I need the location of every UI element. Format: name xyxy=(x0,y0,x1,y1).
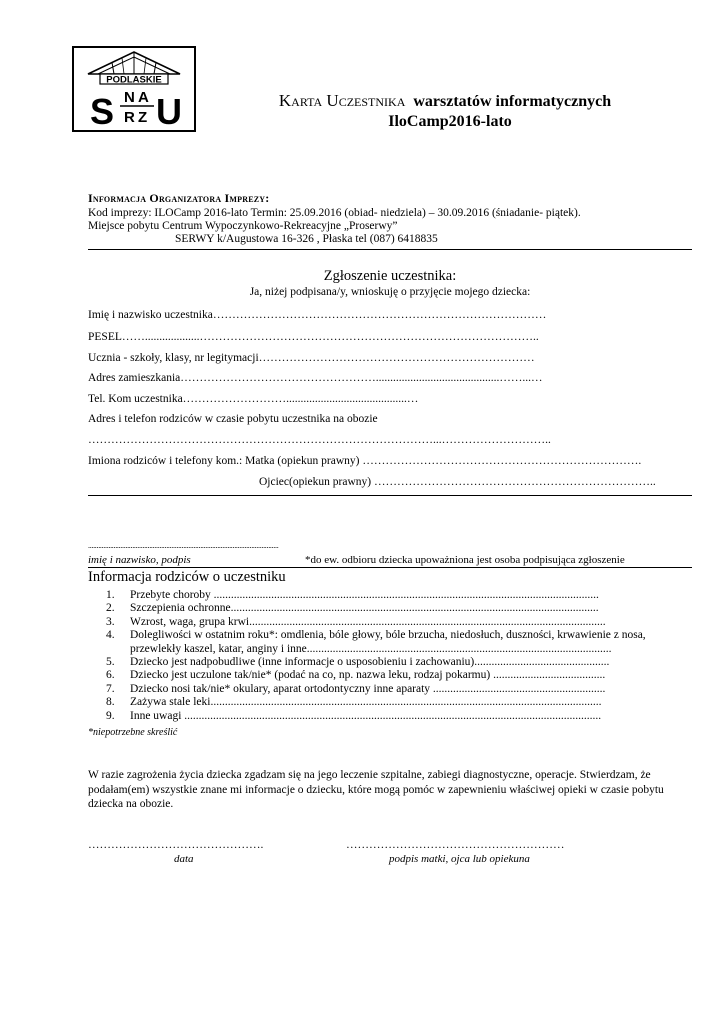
logo-top-text: PODLASKIE xyxy=(106,74,162,86)
logo-letter-u: U xyxy=(156,91,182,130)
strike-note: *niepotrzebne skreślić xyxy=(88,727,178,738)
logo-letter-r: R xyxy=(124,109,135,126)
field-pesel[interactable]: PESEL……...................…………………………………………………………………………….. xyxy=(88,331,539,343)
organizer-heading: Informacja Organizatora Imprezy: xyxy=(88,191,270,205)
logo-emblem xyxy=(74,48,194,130)
list-item[interactable]: 2. Szczepienia ochronne................................................................................................................................ xyxy=(106,602,599,615)
date-label: data xyxy=(174,853,194,865)
list-item[interactable]: 8. Zażywa stale leki........................................................................................................................................ xyxy=(106,696,602,709)
divider-lower xyxy=(88,567,692,568)
divider-middle xyxy=(88,495,692,496)
organizer-line-1: Kod imprezy: ILOCamp 2016-lato Termin: 25.09.2016 (obiad- niedziela) – 30.09.2016 (śniadanie- piątek). xyxy=(88,207,581,219)
list-item[interactable]: 5. Dziecko jest nadpobudliwe (inne informacje o usposobieniu i zachowaniu)............................................... xyxy=(106,656,610,669)
signature-note: *do ew. odbioru dziecka upoważniona jest osoba podpisująca zgłoszenie xyxy=(305,554,625,566)
application-subtitle: Ja, niżej podpisana/y, wnioskuję o przyjęcie mojego dziecka: xyxy=(249,286,531,298)
logo xyxy=(72,46,196,132)
organizer-line-3: SERWY k/Augustowa 16-326 , Płaska tel (087) 6418835 xyxy=(175,233,438,245)
signature-label: imię i nazwisko, podpis xyxy=(88,554,191,566)
application-title: Zgłoszenie uczestnika: xyxy=(323,268,457,284)
divider-top xyxy=(88,249,692,250)
title-smallcaps: Karta Uczestnika xyxy=(278,91,406,110)
organizer-line-2: Miejsce pobytu Centrum Wypoczynkowo-Rekreacyjne „Proserwy” xyxy=(88,220,398,232)
field-father[interactable]: Ojciec(opiekun prawny) ……………………………………………………………….. xyxy=(259,476,656,488)
logo-letter-a: A xyxy=(138,89,149,106)
logo-letter-z: Z xyxy=(138,109,148,126)
parent-signature-label: podpis matki, ojca lub opiekuna xyxy=(389,853,530,865)
list-item[interactable]: 1. Przebyte choroby ...................................................................................................................................... xyxy=(106,589,599,601)
list-item[interactable]: 3. Wzrost, waga, grupa krwi............................................................................................................................ xyxy=(106,615,606,628)
list-item[interactable]: 6. Dziecko jest uczulone tak/nie* (podać na co, np. nazwa leku, rodzaj pokarmu) ....................................... xyxy=(106,669,606,682)
parent-signature-line[interactable]: ………………………………………………… xyxy=(346,839,565,851)
field-school[interactable]: Ucznia - szkoły, klasy, nr legitymacji……………………………………………………………… xyxy=(88,352,535,364)
parents-info-list xyxy=(88,589,688,723)
parents-info-heading: Informacja rodziców o uczestniku xyxy=(88,569,286,585)
signature-line[interactable]: ................................................................................................................ xyxy=(88,541,279,550)
field-parents-address-label: Adres i telefon rodziców w czasie pobytu uczestnika na obozie xyxy=(88,413,378,425)
logo-letter-n: N xyxy=(124,89,135,106)
date-line[interactable]: ………………………………………. xyxy=(88,839,264,851)
field-address[interactable]: Adres zamieszkania……………………………………………...........................................……...… xyxy=(88,372,543,384)
field-mother[interactable]: Imiona rodziców i telefony kom.: Matka (opiekun prawny) ………………………………………………………………. xyxy=(88,455,642,467)
field-participant-name[interactable]: Imię i nazwisko uczestnika…………………………………………………………………………… xyxy=(88,309,547,321)
document-subtitle: IloCamp2016-lato xyxy=(388,113,512,130)
document-title xyxy=(200,91,690,111)
list-item[interactable]: 9. Inne uwagi ................................................................................................................................................. xyxy=(106,709,602,722)
list-item[interactable]: 7. Dziecko nosi tak/nie* okulary, aparat ortodontyczny inne aparaty ............................................................ xyxy=(106,682,606,695)
title-bold: warsztatów informatycznych xyxy=(413,93,612,110)
declaration-text: W razie zagrożenia życia dziecka zgadzam się na jego leczenie szpitalne, zabiegi diagnostyczne, operacje. Stwierdzam, że podałam(em) wszystkie znane mi informacje o dziecku, które mogą pomóc w zapewnieniu właściwej opieki w czasie pobytu dziecka na obozie. xyxy=(88,769,664,811)
field-phone[interactable]: Tel. Kom uczestnika………………………..........................................… xyxy=(88,393,419,405)
logo-letter-s: S xyxy=(90,91,115,130)
list-item[interactable]: 4. Dolegliwości w ostatnim roku*: omdlenia, bóle głowy, bóle brzucha, niedosłuch, duszności, krwawienie z nosa, przewlekły kaszel, katar, anginy i inne.......................................................................................................... xyxy=(106,629,646,655)
field-parents-address[interactable]: ………………………………………………………………………………...……………………….. xyxy=(88,434,551,446)
